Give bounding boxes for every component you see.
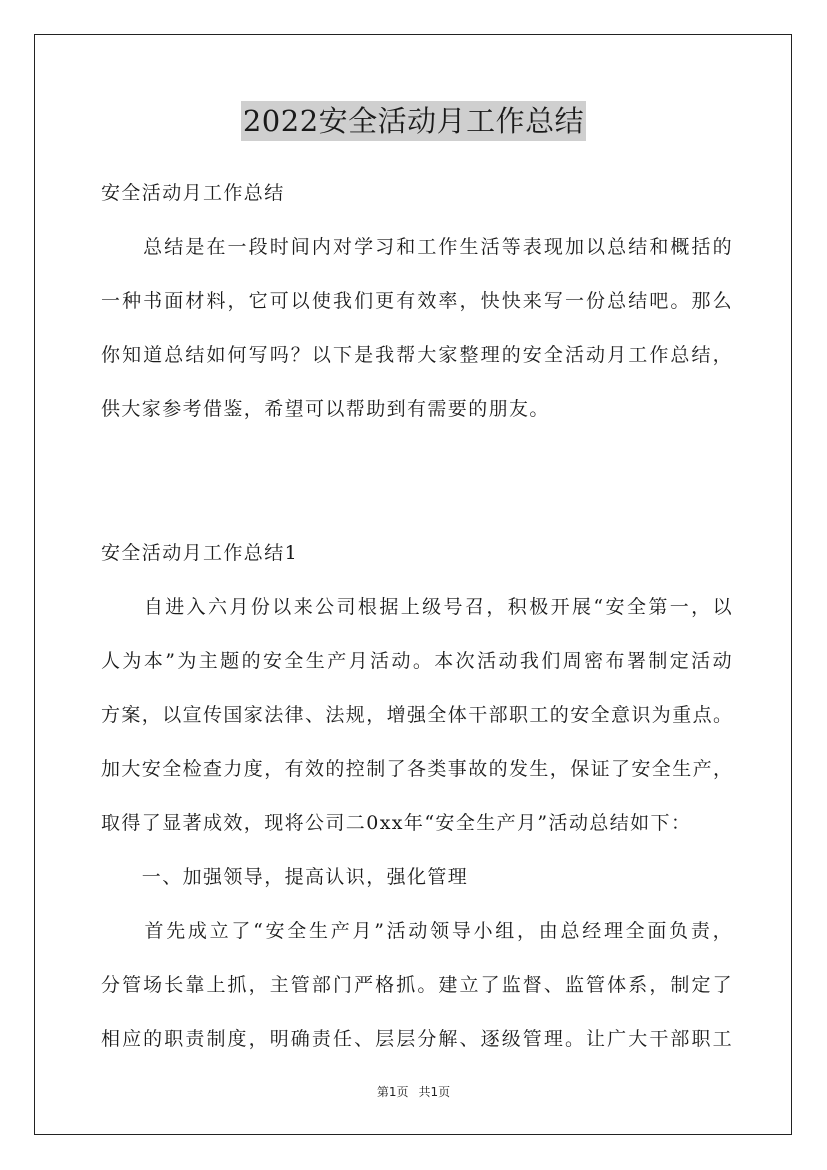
paragraph-line: 总结是在一段时间内对学习和工作生活等表现加以总结和概括的 bbox=[101, 236, 733, 258]
section-heading: 安全活动月工作总结 bbox=[101, 182, 285, 204]
paragraph-line: 供大家参考借鉴，希望可以帮助到有需要的朋友。 bbox=[101, 398, 550, 420]
paragraph-line: 取得了显著成效，现将公司二0xx年“安全生产月”活动总结如下： bbox=[101, 812, 692, 834]
paragraph-line: 分管场长靠上抓，主管部门严格抓。建立了监督、监管体系，制定了 bbox=[101, 974, 733, 996]
paragraph-line: 加大安全检查力度，有效的控制了各类事故的发生，保证了安全生产， bbox=[101, 758, 734, 780]
title-container bbox=[0, 101, 827, 141]
paragraph-line: 人为本”为主题的安全生产月活动。本次活动我们周密布署制定活动 bbox=[101, 650, 733, 672]
document-body bbox=[101, 175, 733, 1057]
paragraph-line: 自进入六月份以来公司根据上级号召，积极开展“安全第一，以 bbox=[101, 596, 733, 618]
subsection-heading: 一、加强领导，提高认识，强化管理 bbox=[101, 866, 469, 888]
paragraph-line: 相应的职责制度，明确责任、层层分解、逐级管理。让广大干部职工 bbox=[101, 1028, 733, 1050]
page-footer bbox=[0, 1083, 827, 1100]
paragraph-line: 你知道总结如何写吗？以下是我帮大家整理的安全活动月工作总结， bbox=[101, 344, 733, 366]
section-heading: 安全活动月工作总结1 bbox=[101, 542, 299, 564]
paragraph-line: 方案，以宣传国家法律、法规，增强全体干部职工的安全意识为重点。 bbox=[101, 704, 734, 726]
paragraph-line: 首先成立了“安全生产月”活动领导小组，由总经理全面负责， bbox=[101, 920, 733, 942]
document-title: 2022安全活动月工作总结 bbox=[241, 101, 586, 141]
page-total: 共1页 bbox=[418, 1085, 451, 1099]
page-number: 第1页 bbox=[376, 1085, 409, 1099]
paragraph-line: 一种书面材料，它可以使我们更有效率，快快来写一份总结吧。那么 bbox=[101, 290, 733, 312]
